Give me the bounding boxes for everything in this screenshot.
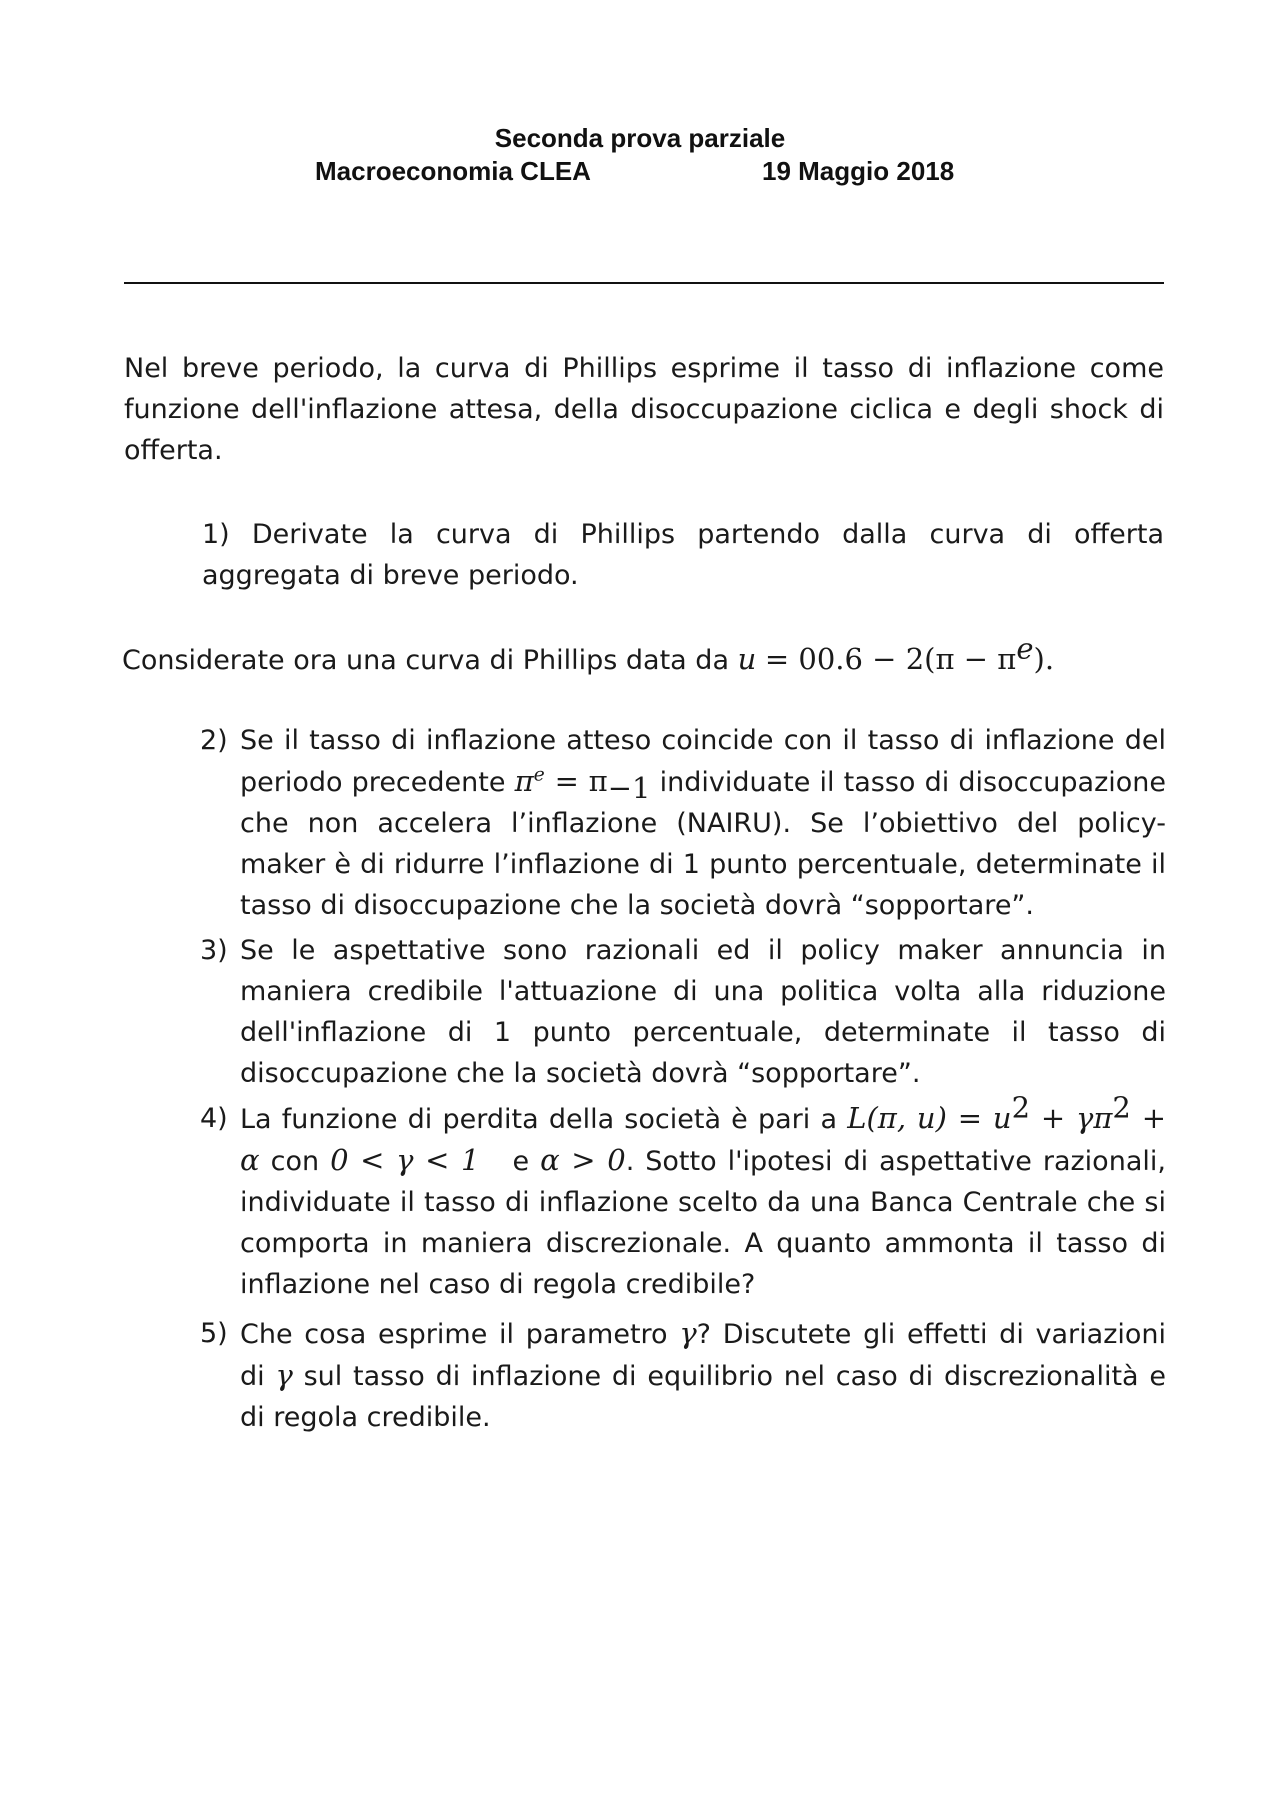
consider-text: Considerate ora una curva di Phillips data da: [122, 645, 729, 676]
question-5: [200, 1313, 1166, 1438]
loss-function-formula: L(π, $u) = u^2 + \gamma\pi^2 + \alpha$: [240, 1090, 1166, 1177]
question-3: [200, 930, 1166, 1094]
question-4-number: 4): [200, 1103, 228, 1134]
gamma-symbol: γ: [275, 1358, 293, 1392]
formula-u: u: [737, 642, 757, 676]
question-3-text: Se le aspettative sono razionali ed il policy maker annuncia in maniera credibile l'attuazione di una politica volta alla riduzione dell'inflazione di 1 punto percentuale, determinate il tasso di disoccupazione che la società dovrà “sopportare”.: [240, 935, 1166, 1089]
phillips-curve-statement: [122, 631, 1182, 681]
question-2: [200, 720, 1166, 926]
intro-paragraph: Nel breve periodo, la curva di Phillips esprime il tasso di inflazione come funzione dell'inflazione attesa, della disoccupazione ciclica e degli shock di offerta.: [124, 353, 1164, 466]
question-2-text: Se il tasso di inflazione atteso coincide con il tasso di inflazione del periodo precedente $\pi^e = \pi_{-1}$ individuate il tasso di disoccupazione che non accelera l’inflazione (NAIRU). Se l’obiettivo del policy-maker è di ridurre l’inflazione di 1 punto percentuale, determinate il tasso di disoccupazione che la società dovrà “sopportare”.: [240, 725, 1167, 921]
question-5-text: Che cosa esprime il parametro γ? Discutete gli effetti di variazioni di γ sul tasso di inflazione di equilibrio nel caso di discrezionalità e di regola credibile.: [240, 1316, 1167, 1433]
header-divider: [124, 282, 1164, 284]
formula-rhs: = $00.6 - 2(\pi - \pi^e)$.: [764, 631, 1055, 676]
question-2-number: 2): [200, 725, 228, 756]
gamma-symbol: γ: [679, 1316, 697, 1350]
formula-pi-e: $\pi^e = \pi_{-1}$: [514, 764, 651, 805]
question-5-number: 5): [200, 1318, 228, 1349]
course-name: Macroeconomia CLEA: [315, 156, 591, 186]
question-4-text: La funzione di perdita della società è pari a L(π, $u) = u^2 + \gamma\pi^2 + \alpha$ con 0 < γ < 1 e α > 0. Sotto l'ipotesi di aspettative razionali, individuate il tasso di inflazione scelto da una Banca Centrale che si comporta in maniera discrezionale. A quanto ammonta il tasso di inflazione nel caso di regola credibile?: [240, 1090, 1166, 1300]
question-3-number: 3): [200, 935, 228, 966]
alpha-condition: α > 0: [540, 1143, 626, 1177]
gamma-condition: 0 < γ < 1: [330, 1143, 480, 1177]
question-1: 1) Derivate la curva di Phillips partendo dalla curva di offerta aggregata di breve periodo.: [202, 519, 1164, 591]
exam-date: 19 Maggio 2018: [762, 156, 955, 186]
question-4: [200, 1090, 1166, 1305]
exam-title: Seconda prova parziale: [494, 123, 786, 153]
